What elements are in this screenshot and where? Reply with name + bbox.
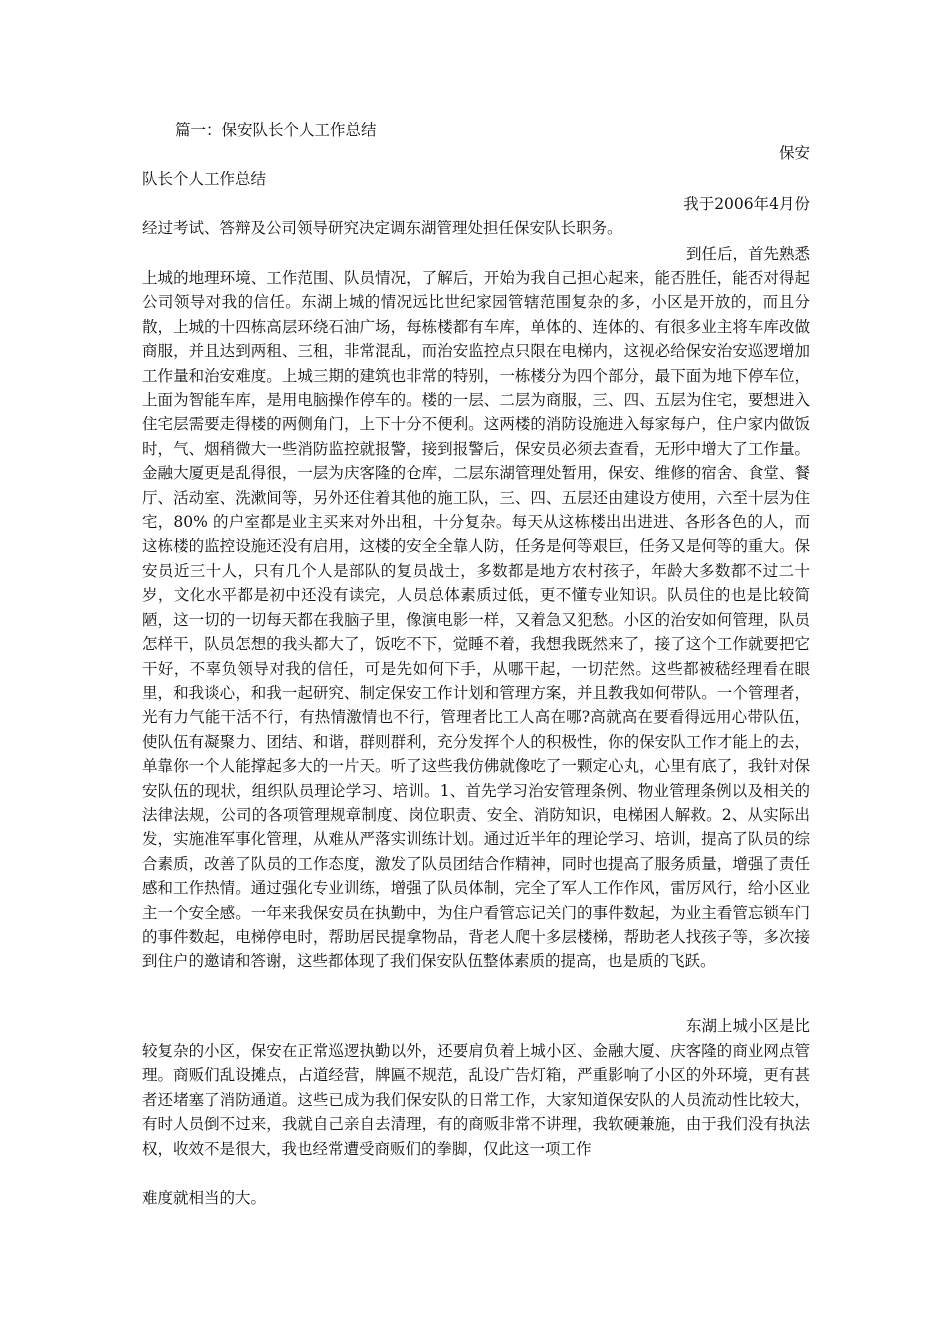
intro-right-fragment: 我于2006年4月份 <box>683 195 810 213</box>
section-heading: 篇一：保安队长个人工作总结 <box>175 121 377 139</box>
paragraph-2-body: 较复杂的小区，保安在正常巡逻执勤以外，还要肩负着上城小区、金融大厦、庆客隆的商业网点管理。商贩们乱设摊点，占道经营，牌匾不规范，乱设广告灯箱，严重影响了小区的外环境，更有甚者还堵塞了消防通道。这些已成为我们保安队的日常工作，大家知道保安队的人员流动性比较大，有时人员倒不过来，我就自己亲自去清理，有的商贩非常不讲理，我软硬兼施，由于我们没有执法权，收效不是很大，我也经常遭受商贩们的拳脚，仅此这一项工作 <box>142 1042 810 1158</box>
paragraph-2-lead: 东湖上城小区是比 <box>685 1017 810 1035</box>
title-part-1: 保安 <box>778 144 810 162</box>
closing-line: 难度就相当的大。 <box>142 1189 267 1207</box>
paragraph-1-body: 上城的地理环境、工作范围、队员情况，了解后，开始为我自己担心起来，能否胜任，能否对得起公司领导对我的信任。东湖上城的情况远比世纪家园管辖范围复杂的多，小区是开放的，而且分散，上城的十四栋高层环绕石油广场，每栋楼都有车库，单体的、连体的、有很多业主将车库改做商服，并且达到两租、三租，非常混乱，而治安监控点只限在电梯内，这视必给保安治安巡逻增加工作量和治安难度。上城三期的建筑也非常的特别，一栋楼分为四个部分，最下面为地下停车位，上面为智能车库，是用电脑操作停车的。楼的一层、二层为商服，三、四、五层为住宅，要想进入住宅层需要走得楼的两侧角门，上下十分不便利。这两楼的消防设施进入每家每户，住户家内做饭时，气、烟稍微大一些消防监控就报警，接到报警后，保安员必须去查看，无形中增大了工作量。金融大厦更是乱得很，一层为庆客隆的仓库，二层东湖管理处暂用，保安、维修的宿舍、食堂、餐厅、活动室、洗漱间等，另外还住着其他的施工队，三、四、五层还由建设方使用，六至十层为住宅，80% 的户室都是业主买来对外出租，十分复杂。每天从这栋楼出出进进、各形各色的人，而这栋楼的监控设施还没有启用，这楼的安全全靠人防，任务是何等艰巨，任务又是何等的重大。保安员近三十人，只有几个人是部队的复员战士，多数都是地方农村孩子，年龄大多数都不过二十岁，文化水平都是初中还没有读完，人员总体素质过低，更不懂专业知识。队员住的也是比较简陋，这一切的一切每天都在我脑子里，像演电影一样，又着急又犯愁。小区的治安如何管理，队员怎样干，队员怎想的我头都大了，饭吃不下，觉睡不着，我想我既然来了，接了这个工作就要把它干好，不辜负领导对我的信任，可是先如何下手，从哪干起，一切茫然。这些都被嵇经理看在眼里，和我谈心，和我一起研究、制定保安工作计划和管理方案，并且教我如何带队。一个管理者，光有力气能干活不行，有热情激情也不行，管理者比工人高在哪?高就高在要看得远用心带队伍，使队伍有凝聚力、团结、和谐，群则群利，充分发挥个人的积极性，你的保安队工作才能上的去，单靠你一个人能撑起多大的一片天。听了这些我仿佛就像吃了一颗定心丸，心里有底了，我针对保安队伍的现状，组织队员理论学习、培训。1、首先学习治安管理条例、物业管理条例以及相关的法律法规，公司的各项管理规章制度、岗位职责、安全、消防知识，电梯困人解救。2、从实际出发，实施准军事化管理，从难从严落实训练计划。通过近半年的理论学习、培训，提高了队员的综合素质，改善了队员的工作态度，激发了队员团结合作精神，同时也提高了服务质量，增强了责任感和工作热情。通过强化专业训练，增强了队员体制，完全了军人工作作风，雷厉风行，给小区业主一个安全感。一年来我保安员在执勤中，为住户看管忘记关门的事件数起，为业主看管忘锁车门的事件数起，电梯停电时，帮助居民提拿物品，背老人爬十多层楼梯，帮助老人找孩子等，多次接到住户的邀请和答谢，这些都体现了我们保安队伍整体素质的提高，也是质的飞跃。 <box>142 269 810 971</box>
title-part-2: 队长个人工作总结 <box>142 170 267 188</box>
intro-line: 经过考试、答辩及公司领导研究决定调东湖管理处担任保安队长职务。 <box>142 219 623 237</box>
paragraph-1-lead: 到任后，首先熟悉 <box>685 245 810 263</box>
